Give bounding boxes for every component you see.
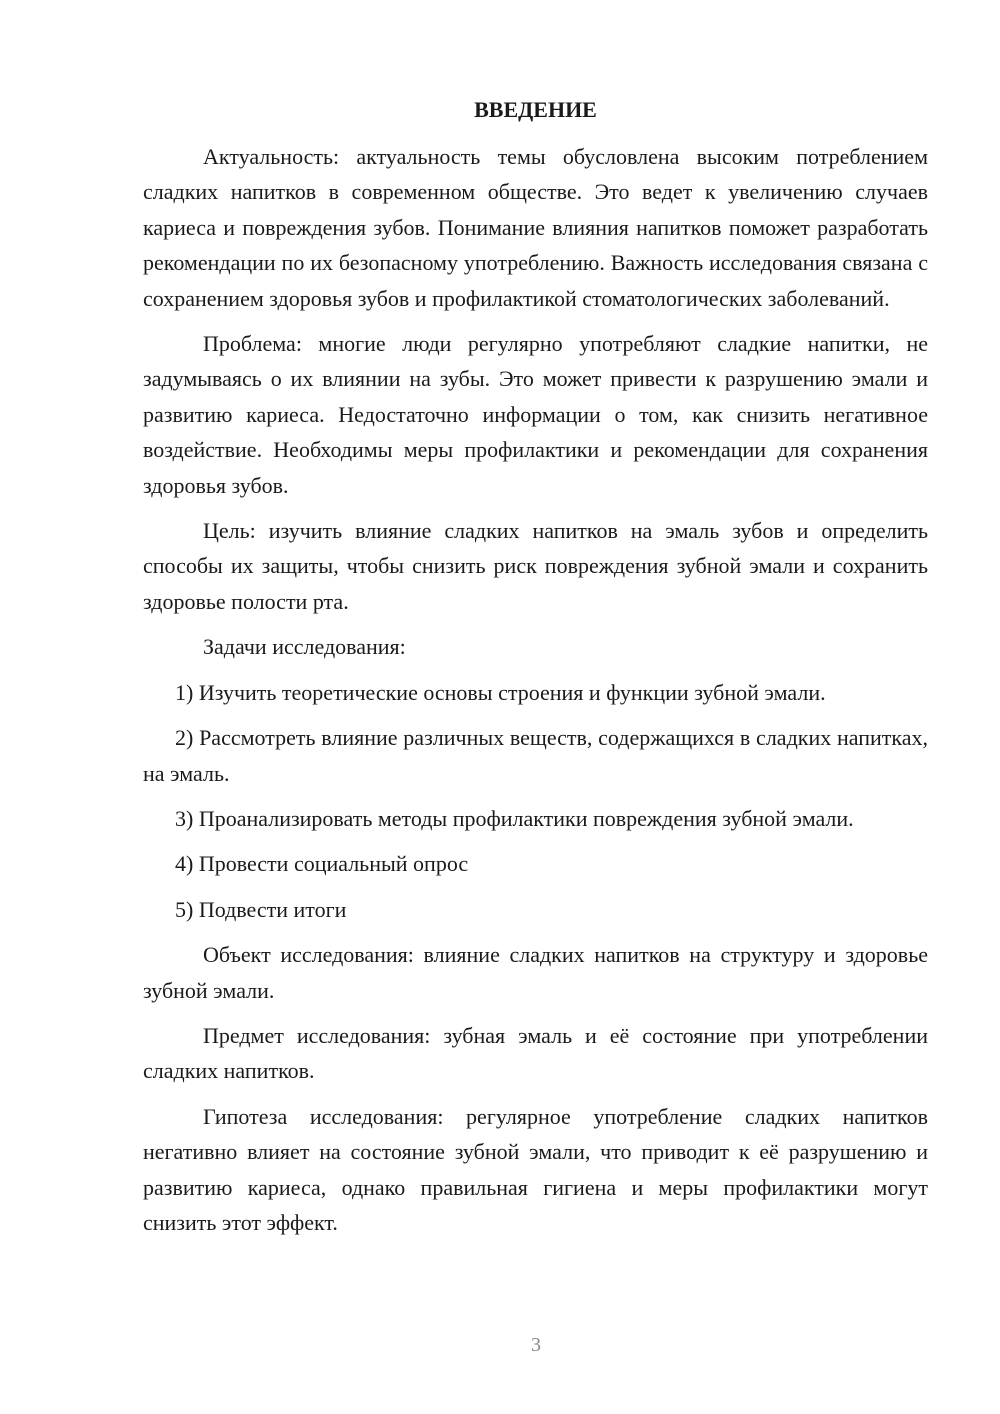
paragraph-object: Объект исследования: влияние сладких напитков на структуру и здоровье зубной эмали.: [143, 942, 928, 1003]
task-item-4: 4) Провести социальный опрос: [175, 851, 469, 877]
paragraph-subject: Предмет исследования: зубная эмаль и её состояние при употреблении сладких напитков.: [143, 1022, 928, 1084]
page-title: ВВЕДЕНИЕ: [474, 97, 597, 122]
paragraph-tasks-heading: Задачи исследования:: [203, 634, 406, 660]
document-page: [143, 92, 928, 1250]
task-item-3: 3) Проанализировать методы профилактики повреждения зубной эмали.: [175, 805, 854, 831]
task-item-5: 5) Подвести итоги: [175, 896, 347, 922]
paragraph-relevance: Актуальность: актуальность темы обусловлена высоким потреблением сладких напитков в современном обществе. Это ведет к увеличению случаев кариеса и повреждения зубов. Понимание влияния напитков поможет разработать рекомендации по их безопасному употреблению. Важность исследования связана с сохранением здоровья зубов и профилактикой стоматологических заболеваний.: [143, 144, 928, 311]
paragraph-goal: Цель: изучить влияние сладких напитков на эмаль зубов и определить способы их защиты, чтобы снизить риск повреждения зубной эмали и сохранить здоровье полости рта.: [143, 518, 928, 614]
task-item-2: 2) Рассмотреть влияние различных веществ, содержащихся в сладких напитках, на эмаль.: [143, 725, 928, 786]
task-item-1: 1) Изучить теоретические основы строения и функции зубной эмали.: [175, 679, 826, 705]
page-number: 3: [531, 1334, 541, 1356]
paragraph-problem: Проблема: многие люди регулярно употребляют сладкие напитки, не задумываясь о их влиянии на зубы. Это может привести к разрушению эмали и развитию кариеса. Недостаточно информации о том, как снизить негативное воздействие. Необходимы меры профилактики и рекомендации для сохранения здоровья зубов.: [143, 331, 928, 498]
paragraph-hypothesis: Гипотеза исследования: регулярное употребление сладких напитков негативно влияет на состояние зубной эмали, что приводит к её разрушению и развитию кариеса, однако правильная гигиена и меры профилактики могут снизить этот эффект.: [143, 1103, 928, 1235]
